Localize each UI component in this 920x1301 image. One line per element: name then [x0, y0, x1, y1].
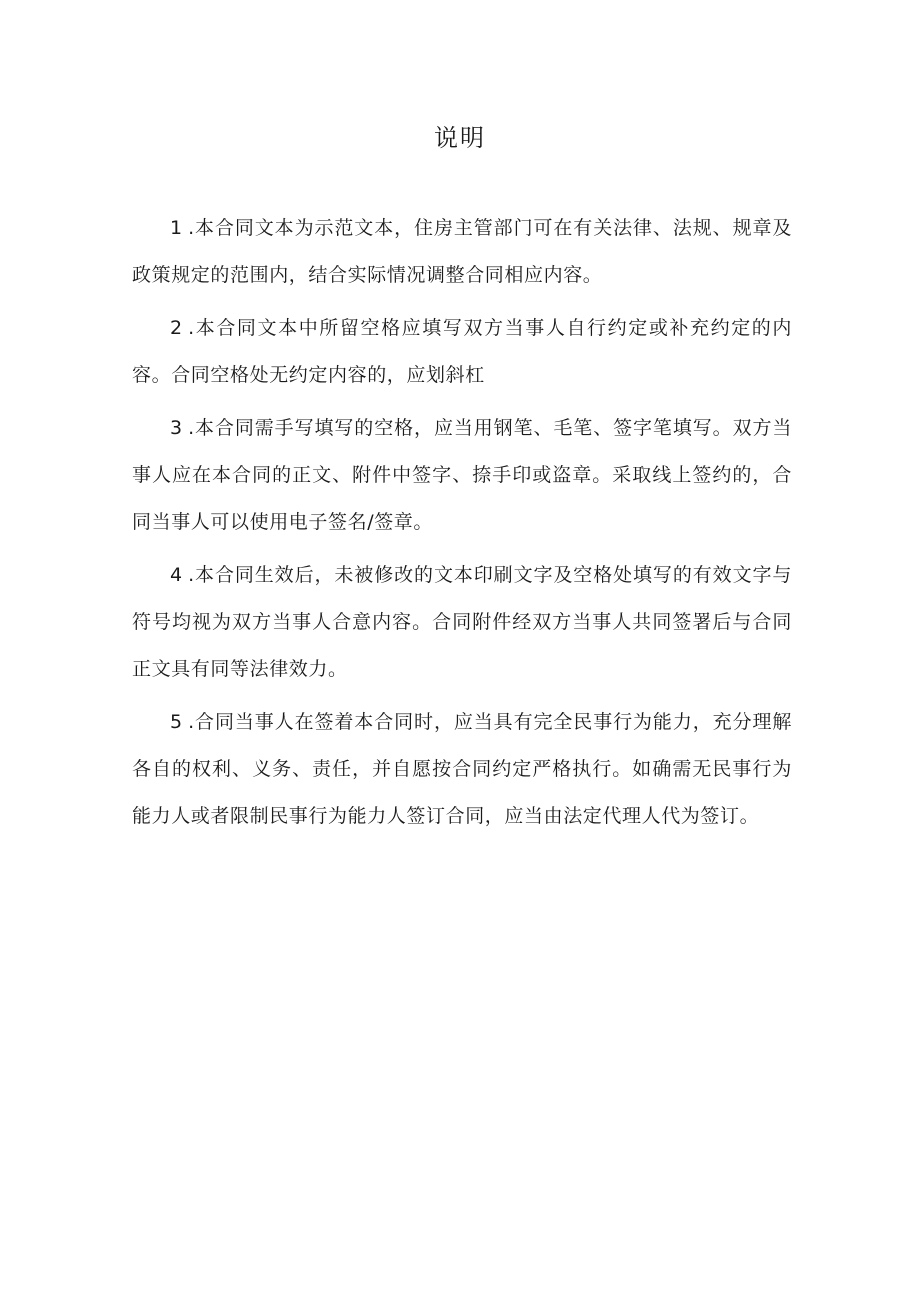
item-number: 5: [170, 711, 189, 733]
instructions-body: [132, 205, 792, 846]
instruction-item-5: [132, 699, 792, 840]
item-number: 1: [170, 217, 189, 239]
instruction-item-4: [132, 552, 792, 693]
item-text: .本合同文本中所留空格应填写双方当事人自行约定或补充约定的内容。合同空格处无约定内容的，应划斜杠: [132, 317, 792, 386]
item-number: 4: [170, 564, 189, 586]
item-text: .本合同需手写填写的空格，应当用钢笔、毛笔、签字笔填写。双方当事人应在本合同的正文、附件中签字、捺手印或盗章。采取线上签约的，合同当事人可以使用电子签名/签章。: [132, 417, 792, 533]
item-text: .合同当事人在签着本合同时，应当具有完全民事行为能力，充分理解各自的权利、义务、责任，并自愿按合同约定严格执行。如确需无民事行为能力人或者限制民事行为能力人签订合同，应当由法定代理人代为签订。: [132, 711, 792, 827]
instruction-item-3: [132, 405, 792, 546]
item-text: .本合同文本为示范文本，住房主管部门可在有关法律、法规、规章及政策规定的范围内，结合实际情况调整合同相应内容。: [132, 217, 792, 286]
item-number: 2: [170, 317, 189, 339]
page-title: 说明: [434, 124, 486, 152]
item-number: 3: [170, 417, 189, 439]
instruction-item-2: [132, 305, 792, 399]
instruction-item-1: [132, 205, 792, 299]
item-text: .本合同生效后，未被修改的文本印刷文字及空格处填写的有效文字与符号均视为双方当事人合意内容。合同附件经双方当事人共同签署后与合同正文具有同等法律效力。: [132, 564, 792, 680]
